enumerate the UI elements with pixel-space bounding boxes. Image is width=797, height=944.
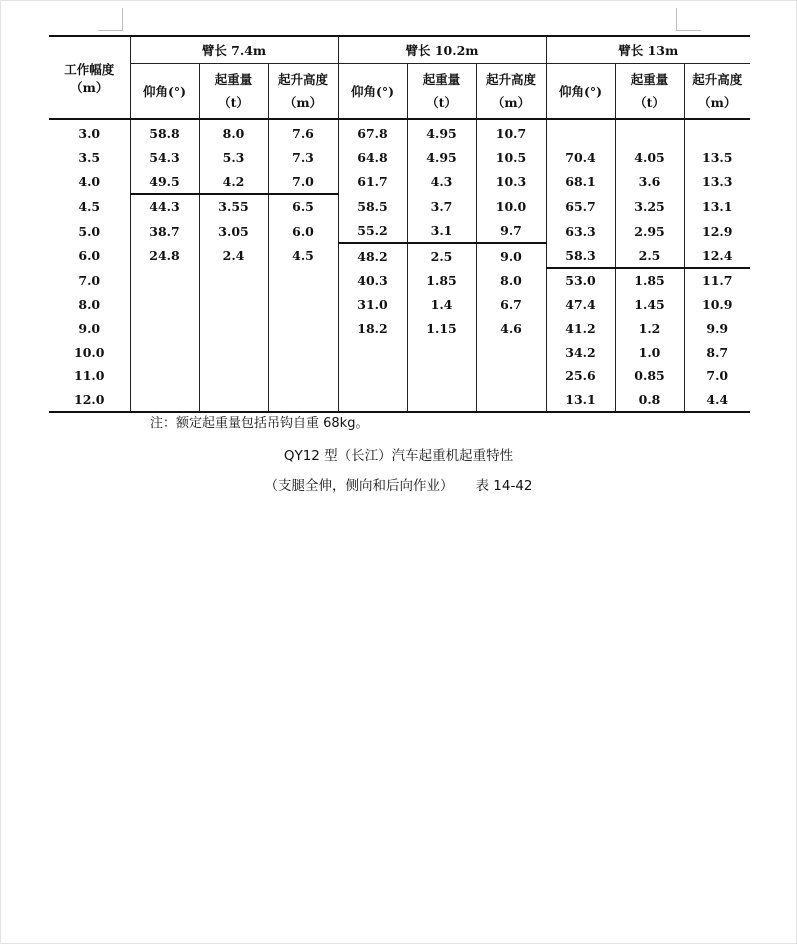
- work-radius-cell: 4.0: [78, 174, 101, 190]
- value-cell: 4.3: [407, 169, 476, 194]
- value-cell: [338, 340, 407, 364]
- value-cell: [199, 340, 268, 364]
- value-cell: 3.6: [615, 169, 684, 194]
- table-body: [49, 119, 750, 412]
- table-row: [49, 293, 750, 317]
- value-cell: 58.8: [130, 119, 199, 146]
- load-header: 起重量 （t）: [407, 64, 476, 120]
- work-radius-cell: 11.0: [74, 368, 105, 384]
- value-cell: [199, 268, 268, 293]
- crop-mark-top-left: [98, 8, 123, 31]
- value-cell: [199, 364, 268, 388]
- value-cell: 1.2: [615, 317, 684, 341]
- value-cell: 48.2: [338, 243, 407, 268]
- angle-header: 仰角(°): [546, 64, 615, 120]
- value-cell: 1.85: [615, 268, 684, 293]
- value-cell: 7.6: [268, 119, 338, 146]
- value-cell: 41.2: [546, 317, 615, 341]
- value-cell: [338, 364, 407, 388]
- table-number: 表 14-42: [475, 478, 533, 494]
- value-cell: 55.2: [338, 219, 407, 244]
- value-cell: [546, 119, 615, 146]
- value-cell: [615, 119, 684, 146]
- value-cell: 61.7: [338, 169, 407, 194]
- value-cell: [199, 317, 268, 341]
- value-cell: 3.55: [199, 194, 268, 219]
- height-header: 起升高度 （m）: [476, 64, 546, 120]
- work-radius-cell: 10.0: [74, 344, 105, 360]
- value-cell: [684, 119, 750, 146]
- value-cell: 54.3: [130, 146, 199, 170]
- value-cell: 4.5: [268, 243, 338, 268]
- value-cell: 4.95: [407, 119, 476, 146]
- value-cell: 63.3: [546, 219, 615, 244]
- value-cell: 1.0: [615, 340, 684, 364]
- value-cell: 47.4: [546, 293, 615, 317]
- value-cell: 3.05: [199, 219, 268, 244]
- value-cell: 49.5: [130, 169, 199, 194]
- value-cell: 31.0: [338, 293, 407, 317]
- table-row: [49, 119, 750, 146]
- table-row: [49, 364, 750, 388]
- value-cell: 11.7: [684, 268, 750, 293]
- value-cell: 8.0: [199, 119, 268, 146]
- table-row: [49, 340, 750, 364]
- value-cell: 2.5: [407, 243, 476, 268]
- value-cell: [268, 293, 338, 317]
- work-radius-cell: 3.0: [78, 126, 101, 142]
- value-cell: 6.5: [268, 194, 338, 219]
- value-cell: 8.0: [476, 268, 546, 293]
- value-cell: 2.5: [615, 243, 684, 268]
- value-cell: 13.1: [546, 388, 615, 413]
- value-cell: 2.95: [615, 219, 684, 244]
- table-note: 注：额定起重量包括吊钩自重 68kg。: [150, 416, 369, 431]
- value-cell: [268, 317, 338, 341]
- value-cell: [407, 364, 476, 388]
- value-cell: 58.5: [338, 194, 407, 219]
- boom-group-header: 臂长 10.2m: [338, 36, 546, 64]
- value-cell: 6.7: [476, 293, 546, 317]
- value-cell: 7.0: [684, 364, 750, 388]
- table-row: [49, 317, 750, 341]
- value-cell: 70.4: [546, 146, 615, 170]
- table-row: [49, 219, 750, 244]
- work-radius-cell: 6.0: [78, 248, 101, 264]
- value-cell: 10.7: [476, 119, 546, 146]
- work-radius-cell: 8.0: [78, 297, 101, 313]
- work-radius-cell: 4.5: [78, 198, 101, 214]
- value-cell: [268, 268, 338, 293]
- value-cell: 34.2: [546, 340, 615, 364]
- value-cell: 1.45: [615, 293, 684, 317]
- work-radius-unit: （m）: [70, 79, 109, 95]
- value-cell: 4.95: [407, 146, 476, 170]
- value-cell: 53.0: [546, 268, 615, 293]
- value-cell: 4.05: [615, 146, 684, 170]
- value-cell: 10.9: [684, 293, 750, 317]
- crane-load-chart-table: [49, 35, 750, 413]
- height-header: 起升高度 （m）: [268, 64, 338, 120]
- value-cell: 0.8: [615, 388, 684, 413]
- value-cell: 3.7: [407, 194, 476, 219]
- value-cell: [199, 293, 268, 317]
- value-cell: 4.6: [476, 317, 546, 341]
- table-row: [49, 388, 750, 413]
- value-cell: 9.0: [476, 243, 546, 268]
- value-cell: 58.3: [546, 243, 615, 268]
- value-cell: 6.0: [268, 219, 338, 244]
- value-cell: [407, 388, 476, 413]
- value-cell: 4.4: [684, 388, 750, 413]
- value-cell: 18.2: [338, 317, 407, 341]
- value-cell: [407, 340, 476, 364]
- value-cell: [130, 317, 199, 341]
- value-cell: 1.15: [407, 317, 476, 341]
- value-cell: 65.7: [546, 194, 615, 219]
- value-cell: 4.2: [199, 169, 268, 194]
- work-radius-cell: 7.0: [78, 272, 101, 288]
- value-cell: 3.1: [407, 219, 476, 244]
- value-cell: 0.85: [615, 364, 684, 388]
- value-cell: 68.1: [546, 169, 615, 194]
- value-cell: [476, 340, 546, 364]
- table-caption-title: QY12 型（长江）汽车起重机起重特性: [283, 448, 514, 464]
- value-cell: 44.3: [130, 194, 199, 219]
- value-cell: [338, 388, 407, 413]
- boom-group-header: 臂长 13m: [546, 36, 750, 64]
- value-cell: 13.3: [684, 169, 750, 194]
- table-row: [49, 243, 750, 268]
- value-cell: 40.3: [338, 268, 407, 293]
- value-cell: 1.85: [407, 268, 476, 293]
- table-caption-subtitle: [0, 474, 797, 494]
- crop-mark-top-right: [676, 8, 701, 31]
- value-cell: 7.3: [268, 146, 338, 170]
- work-radius-cell: 3.5: [78, 150, 101, 166]
- value-cell: 10.3: [476, 169, 546, 194]
- height-header: 起升高度 （m）: [684, 64, 750, 120]
- angle-header: 仰角(°): [130, 64, 199, 120]
- value-cell: [268, 340, 338, 364]
- value-cell: 7.0: [268, 169, 338, 194]
- value-cell: 24.8: [130, 243, 199, 268]
- value-cell: 10.0: [476, 194, 546, 219]
- value-cell: 13.1: [684, 194, 750, 219]
- value-cell: [130, 364, 199, 388]
- value-cell: 9.7: [476, 219, 546, 244]
- load-header: 起重量 （t）: [199, 64, 268, 120]
- table-row: [49, 169, 750, 194]
- value-cell: [268, 364, 338, 388]
- value-cell: 13.5: [684, 146, 750, 170]
- value-cell: 12.9: [684, 219, 750, 244]
- value-cell: 9.9: [684, 317, 750, 341]
- table-row: [49, 194, 750, 219]
- value-cell: 2.4: [199, 243, 268, 268]
- value-cell: 38.7: [130, 219, 199, 244]
- value-cell: [130, 388, 199, 413]
- work-radius-cell: 5.0: [78, 223, 101, 239]
- angle-header: 仰角(°): [338, 64, 407, 120]
- value-cell: [130, 340, 199, 364]
- table-row: [49, 268, 750, 293]
- value-cell: 12.4: [684, 243, 750, 268]
- load-header: 起重量 （t）: [615, 64, 684, 120]
- value-cell: 8.7: [684, 340, 750, 364]
- value-cell: [130, 293, 199, 317]
- value-cell: 25.6: [546, 364, 615, 388]
- table-row: [49, 146, 750, 170]
- work-radius-cell: 12.0: [74, 391, 105, 407]
- value-cell: 3.25: [615, 194, 684, 219]
- value-cell: [476, 388, 546, 413]
- value-cell: 1.4: [407, 293, 476, 317]
- work-radius-label: 工作幅度: [64, 61, 115, 77]
- boom-group-header: 臂长 7.4m: [130, 36, 338, 64]
- value-cell: 67.8: [338, 119, 407, 146]
- caption-condition: （支腿全伸，侧向和后向作业）: [264, 478, 454, 494]
- value-cell: [476, 364, 546, 388]
- value-cell: 64.8: [338, 146, 407, 170]
- value-cell: 5.3: [199, 146, 268, 170]
- work-radius-cell: 9.0: [78, 320, 101, 336]
- value-cell: [130, 268, 199, 293]
- value-cell: [268, 388, 338, 413]
- work-radius-header: [49, 36, 130, 119]
- value-cell: [199, 388, 268, 413]
- value-cell: 10.5: [476, 146, 546, 170]
